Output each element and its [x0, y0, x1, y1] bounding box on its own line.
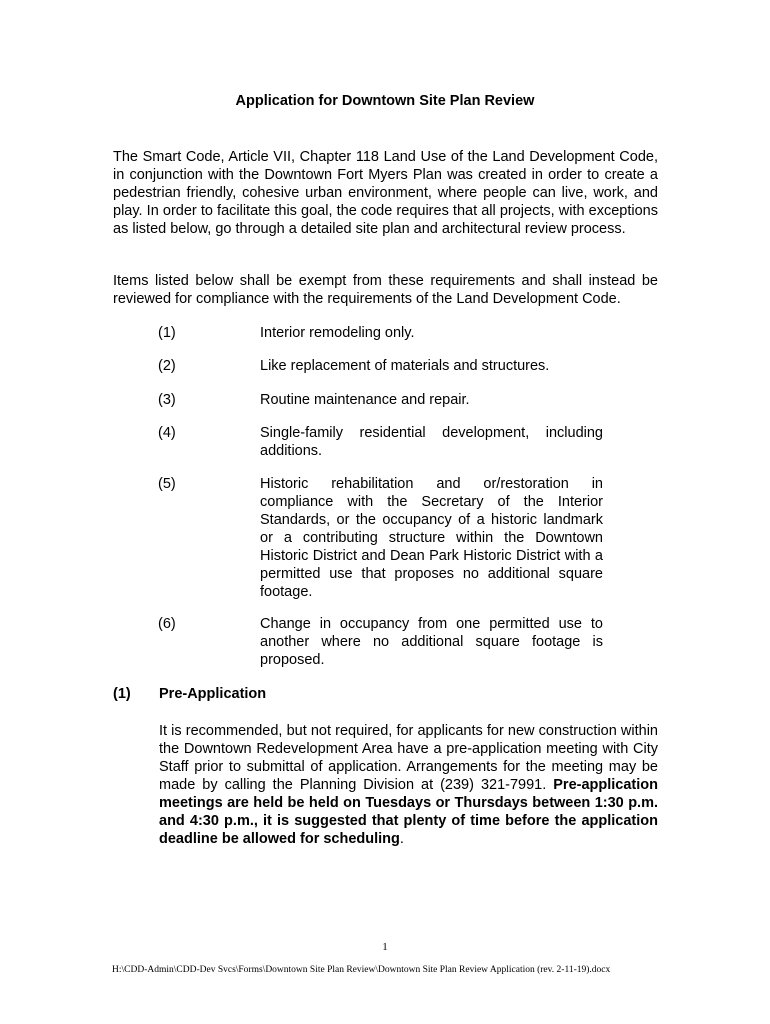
section-body: [159, 722, 658, 848]
section-body-regular: It is recommended, but not required, for applicants for new construction within the Downtown Redevelopment Area have a pre-application meeting with City Staff prior to submittal of application. Arrangements for the meeting may be made by calling the Planning Division at (239) 321-7991.: [159, 723, 658, 793]
exemption-number: (4): [158, 425, 176, 441]
exemption-text: Like replacement of materials and structures.: [260, 358, 550, 374]
section-body-bold: Pre-application meetings are held be held on Tuesdays or Thursdays between 1:30 p.m. and 4:30 p.m., it is suggested that plenty of time before the application deadline be allowed for scheduling: [159, 777, 658, 847]
exemption-text: Single-family residential development, including additions.: [260, 425, 603, 459]
exemption-number: (6): [158, 616, 176, 632]
exemption-text: Routine maintenance and repair.: [260, 392, 470, 408]
exemption-text: Change in occupancy from one permitted use to another where no additional square footage is proposed.: [260, 616, 603, 668]
footer-file-path: H:\CDD-Admin\CDD-Dev Svcs\Forms\Downtown Site Plan Review\Downtown Site Plan Review Application (rev. 2-11-19).docx: [112, 965, 611, 975]
section-number: (1): [113, 686, 131, 702]
exemption-text: Historic rehabilitation and or/restoration in compliance with the Secretary of the Interior Standards, or the occupancy of a historic landmark or a contributing structure within the Downtown Historic District and Dean Park Historic District with a permitted use that proposes no additional square footage.: [260, 476, 603, 600]
page-title: Application for Downtown Site Plan Review: [235, 93, 535, 109]
exemption-number: (2): [158, 358, 176, 374]
exempt-paragraph: Items listed below shall be exempt from these requirements and shall instead be reviewed for compliance with the requirements of the Land Development Code.: [113, 273, 658, 307]
exemption-number: (3): [158, 392, 176, 408]
exemption-text: Interior remodeling only.: [260, 325, 415, 341]
intro-paragraph: The Smart Code, Article VII, Chapter 118 Land Use of the Land Development Code, in conjunction with the Downtown Fort Myers Plan was created in order to create a pedestrian friendly, cohesive urban environment, where people can live, work, and play. In order to facilitate this goal, the code requires that all projects, with exceptions as listed below, go through a detailed site plan and architectural review process.: [113, 149, 658, 237]
exemption-number: (5): [158, 476, 176, 492]
section-body-end: .: [399, 831, 404, 847]
page-number: 1: [382, 941, 388, 953]
exemption-number: (1): [158, 325, 176, 341]
section-title: Pre-Application: [159, 686, 267, 702]
